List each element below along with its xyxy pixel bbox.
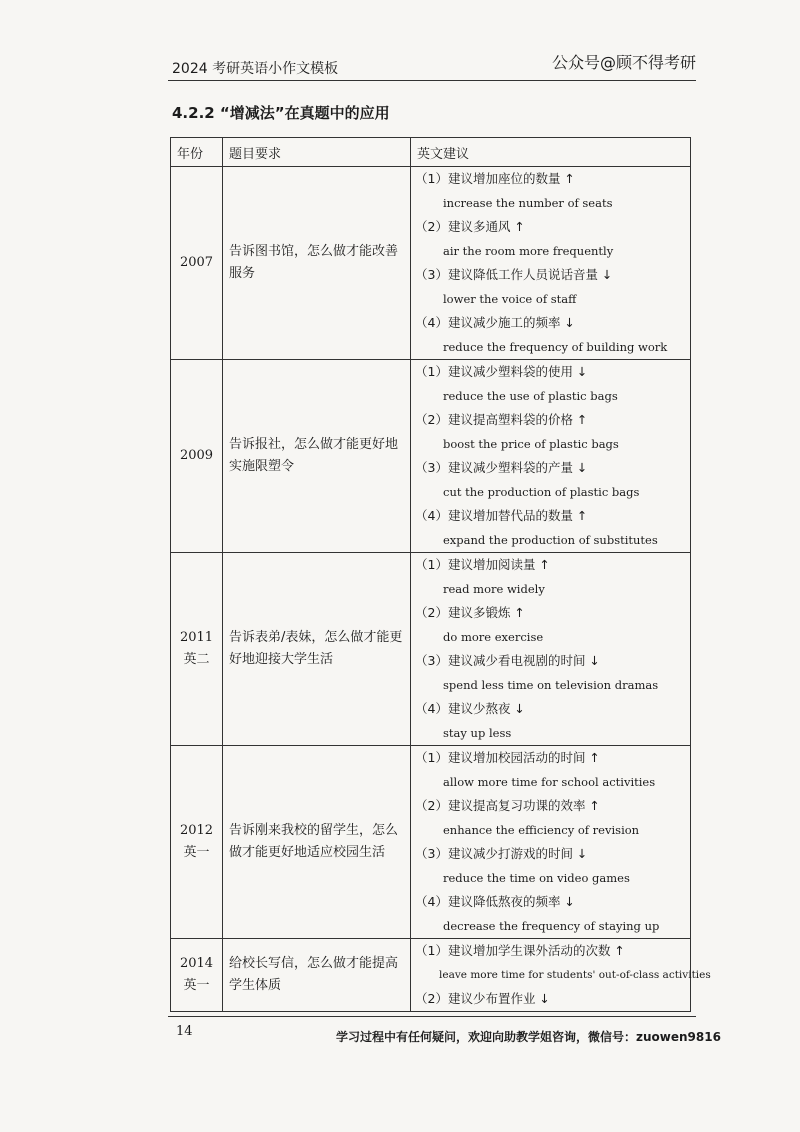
advice-cn: （3）建议减少看电视剧的时间 ↓ [415, 653, 600, 668]
advice-cell [411, 553, 691, 746]
table-row [171, 360, 691, 553]
header-requirement: 题目要求 [223, 138, 411, 167]
advice-cn: （1）建议增加校园活动的时间 ↑ [415, 750, 600, 765]
running-header-account: 公众号@顾不得考研 [551, 53, 696, 72]
advice-cn: （4）建议增加替代品的数量 ↑ [415, 508, 588, 523]
advice-en: expand the production of substitutes [443, 533, 658, 547]
table-row [171, 553, 691, 746]
requirement-cell: 告诉表弟/表妹，怎么做才能更好地迎接大学生活 [223, 553, 411, 746]
table-row [171, 746, 691, 939]
advice-cell [411, 939, 711, 1012]
advice-en: decrease the frequency of staying up [443, 919, 660, 933]
year-text: 2014 [179, 956, 214, 971]
advice-cn: （2）建议提高复习功课的效率 ↑ [415, 798, 600, 813]
application-table [170, 137, 711, 1012]
advice-en: reduce the use of plastic bags [443, 389, 618, 403]
requirement-cell: 告诉刚来我校的留学生，怎么做才能更好地适应校园生活 [223, 746, 411, 939]
year-cell [171, 939, 223, 1012]
table-row [171, 167, 691, 360]
advice-cn: （3）建议降低工作人员说话音量 ↓ [415, 267, 613, 282]
advice-en: boost the price of plastic bags [443, 437, 619, 451]
advice-en: reduce the time on video games [443, 871, 630, 885]
advice-cell [411, 167, 691, 360]
exam-level: 英一 [183, 845, 210, 860]
advice-cn: （2）建议少布置作业 ↓ [415, 991, 550, 1006]
year-text: 2012 [179, 823, 214, 838]
advice-en: stay up less [443, 726, 512, 740]
advice-cn: （2）建议多通风 ↑ [415, 219, 525, 234]
advice-cn: （1）建议增加座位的数量 ↑ [415, 171, 575, 186]
advice-cn: （3）建议减少打游戏的时间 ↓ [415, 846, 588, 861]
advice-cn: （2）建议多锻炼 ↑ [415, 605, 525, 620]
advice-en: read more widely [443, 582, 545, 596]
requirement-cell: 告诉图书馆，怎么做才能改善服务 [223, 167, 411, 360]
year-cell [171, 746, 223, 939]
header-year: 年份 [171, 138, 223, 167]
year-text: 2009 [179, 448, 214, 463]
advice-cn: （4）建议降低熬夜的频率 ↓ [415, 894, 575, 909]
advice-en: enhance the efficiency of revision [443, 823, 640, 837]
year-text: 2011 [179, 630, 214, 645]
advice-cn: （2）建议提高塑料袋的价格 ↑ [415, 412, 588, 427]
advice-cn: （1）建议减少塑料袋的使用 ↓ [415, 364, 588, 379]
advice-en: lower the voice of staff [443, 292, 577, 306]
table-header-row [171, 138, 691, 167]
requirement-cell: 给校长写信，怎么做才能提高学生体质 [223, 939, 411, 1012]
year-cell [171, 360, 223, 553]
page-number: 14 [176, 1024, 193, 1039]
year-text: 2007 [179, 255, 214, 270]
header-advice: 英文建议 [411, 138, 691, 167]
advice-en: do more exercise [443, 630, 544, 644]
footer-contact: 学习过程中有任何疑问，欢迎向助教学姐咨询，微信号：zuowen9816 [336, 1030, 721, 1044]
requirement-cell: 告诉报社，怎么做才能更好地实施限塑令 [223, 360, 411, 553]
advice-cell [411, 360, 691, 553]
running-header-title: 2024 考研英语小作文模板 [172, 61, 339, 77]
advice-en: air the room more frequently [443, 244, 614, 258]
advice-cn: （1）建议增加阅读量 ↑ [415, 557, 550, 572]
advice-en: leave more time for students' out-of-class activities [439, 969, 711, 981]
advice-en: cut the production of plastic bags [443, 485, 640, 499]
year-cell [171, 553, 223, 746]
advice-cell [411, 746, 691, 939]
advice-cn: （3）建议减少塑料袋的产量 ↓ [415, 460, 588, 475]
advice-en: increase the number of seats [443, 196, 613, 210]
advice-cn: （4）建议减少施工的频率 ↓ [415, 315, 575, 330]
year-cell [171, 167, 223, 360]
advice-cn: （1）建议增加学生课外活动的次数 ↑ [415, 943, 625, 958]
advice-en: allow more time for school activities [443, 775, 656, 789]
table-row [171, 939, 691, 1012]
section-title: 4.2.2 “增减法”在真题中的应用 [172, 104, 390, 122]
footer-divider [168, 1016, 696, 1017]
advice-en: reduce the frequency of building work [443, 340, 668, 354]
header-divider [168, 80, 696, 81]
exam-level: 英一 [183, 978, 210, 993]
advice-cn: （4）建议少熬夜 ↓ [415, 701, 525, 716]
advice-en: spend less time on television dramas [443, 678, 659, 692]
exam-level: 英二 [183, 652, 210, 667]
